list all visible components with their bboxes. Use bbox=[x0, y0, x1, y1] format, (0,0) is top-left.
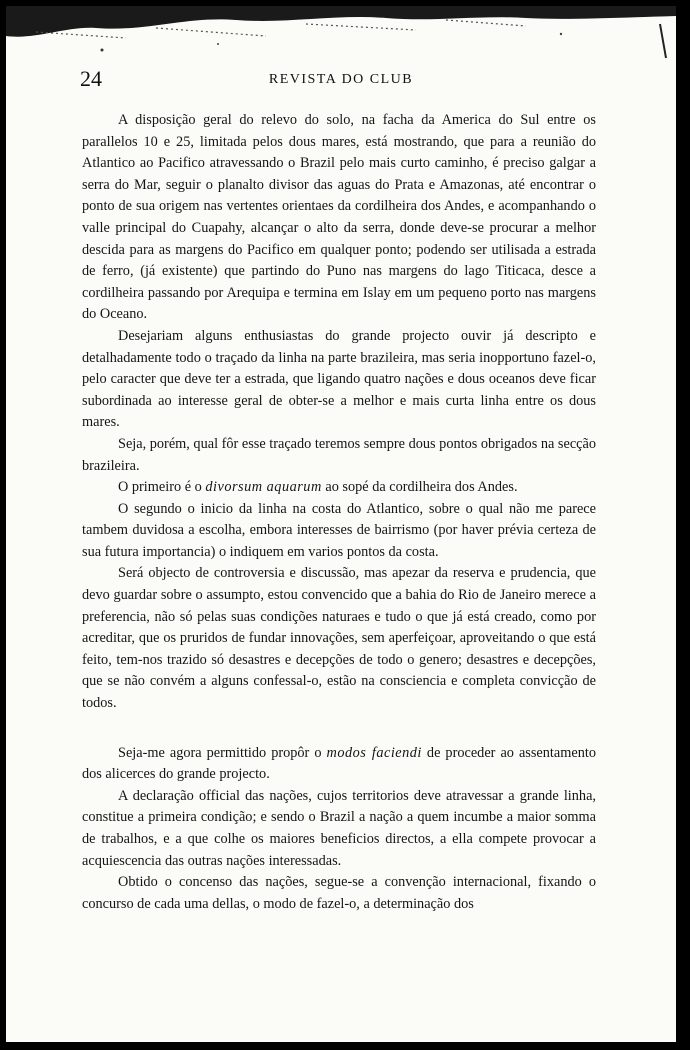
paragraph-2: Desejariam alguns enthusiastas do grande projecto ouvir já descripto e detalhadamente todo o traçado da linha na parte brazileira, mas seria inopportuno fazel-o, pelo caracter que deve ter a estrada, que ligando quatro nações e dous oceanos deve ficar subordinada ao interesse geral de obter-se a melhor e mais curta linha entre os dous mares. bbox=[82, 327, 596, 431]
paragraph-7-end: de proceder ao assentamento dos alicerces do grande projecto. bbox=[82, 744, 596, 783]
paragraph-4-end: ao sopé da cordilheira dos Andes. bbox=[321, 479, 518, 496]
paragraph-9: Obtido o concenso das nações, segue-se a convenção internacional, fixando o concurso de cada uma dellas, o modo de fazel-o, a determinação dos bbox=[82, 874, 596, 912]
journal-title: REVISTA DO CLUB bbox=[268, 72, 414, 87]
paragraph-4-start: O primeiro é o bbox=[118, 479, 206, 496]
latin-phrase-divorsum-aquarum: divorsum aquarum bbox=[205, 479, 322, 496]
page-number: 24 bbox=[80, 66, 102, 91]
paragraph-7 bbox=[82, 743, 596, 786]
running-head bbox=[6, 66, 676, 96]
scan-edge-noise bbox=[6, 6, 676, 66]
paragraph-6: Será objecto de controversia e discussão, mas apezar da reserva e prudencia, que devo guardar sobre o assumpto, estou convencido que a bahia do Rio de Janeiro merece a preferencia, não só pelas suas condições naturaes e tudo o que já está creado, como por acreditar, que os pruridos de fundar innovações, sem aperfeiçoar, aproveitando o que está feito, tem-nos trazido só desastres e decepções de todo o genero; desastres e decepções, que se não convém a alguns confessal-o, estão na consciencia e completa convicção de todos. bbox=[82, 565, 596, 712]
book-page bbox=[6, 6, 676, 1042]
body-text bbox=[82, 110, 596, 915]
paragraph-7-start: Seja-me agora permittido propôr o bbox=[118, 744, 327, 761]
latin-phrase-modos-faciendi: modos faciendi bbox=[326, 744, 422, 761]
paragraph-4 bbox=[82, 477, 596, 499]
paragraph-8: A declaração official das nações, cujos territorios deve atravessar a grande linha, constitue a primeira condição; e sendo o Brazil a nação a quem incumbe a maior somma de trabalhos, e a que colhe os maiores beneficios directos, a ella compete provocar a acquiescencia das outras nações interessadas. bbox=[82, 787, 596, 869]
paragraph-1: A disposição geral do relevo do solo, na facha da America do Sul entre os parallelos 10 e 25, limitada pelos dous mares, está mostrando, que para a reunião do Atlantico ao Pacifico atravessando o Brazil pelo mais curto caminho, é preciso galgar a serra do Mar, seguir o planalto divisor das aguas do Prata e Amazonas, até encontrar o ponto de sua origem nas vertentes orientaes da cordilheira dos Andes, e acompanhando o valle principal do Cuapahy, alcançar o alto da serra, donde deve-se procurar a melhor descida para as margens do Pacifico em qualquer ponto; podendo ser utilisada a estrada de ferro, (já existente) que partindo do Puno nas margens do lago Titicaca, desce a cordilheira passando por Arequipa e termina em Islay em um pequeno porto nas margens do Oceano. bbox=[82, 112, 596, 323]
paragraph-5: O segundo o inicio da linha na costa do Atlantico, sobre o qual não me parece tambem duvidosa a escolha, embora interesses de bairrismo (por haver prévia certeza de sua futura importancia) o indiquem em varios pontos da costa. bbox=[82, 500, 596, 560]
paragraph-3: Seja, porém, qual fôr esse traçado teremos sempre dous pontos obrigados na secção brazileira. bbox=[82, 435, 597, 474]
